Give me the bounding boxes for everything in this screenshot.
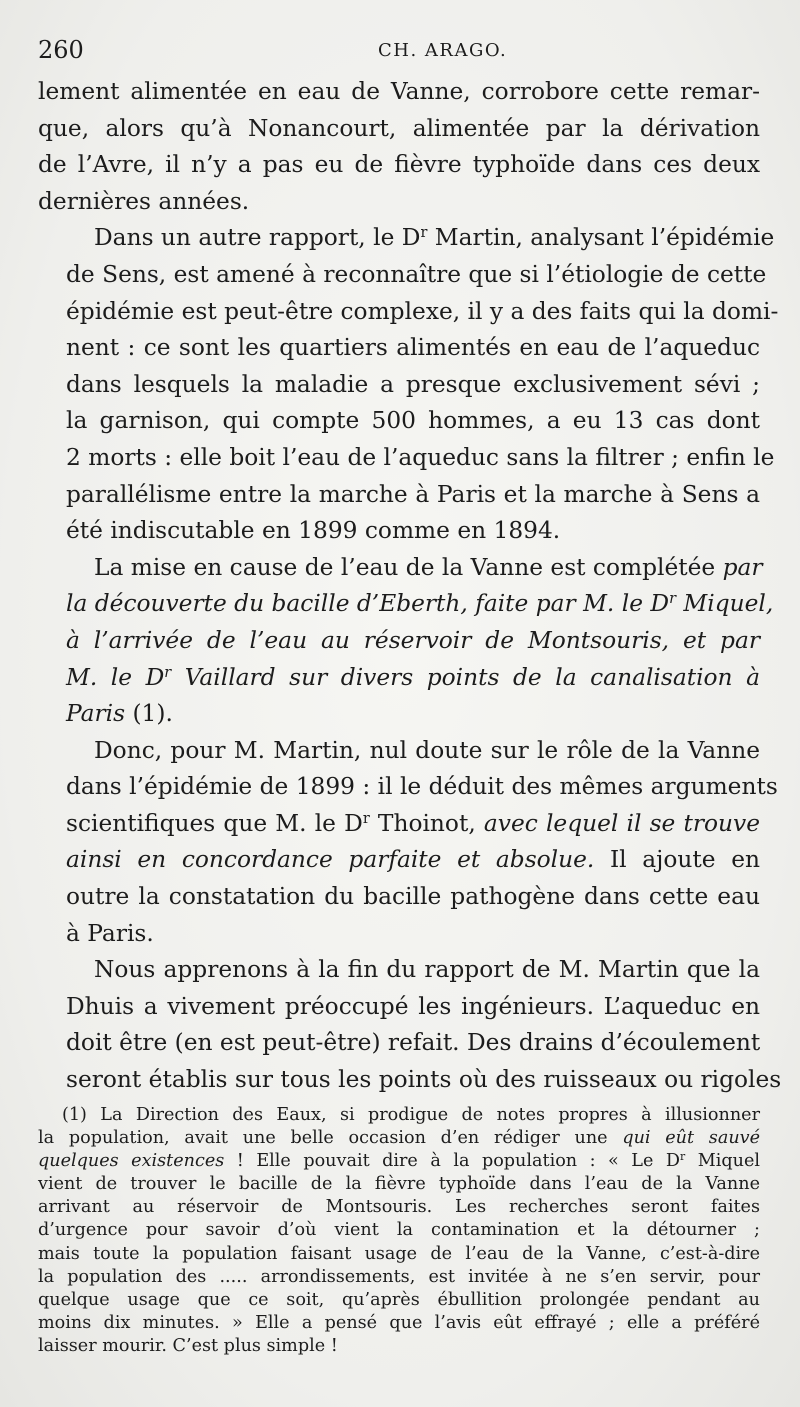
paragraph xyxy=(38,550,774,733)
text-line xyxy=(38,1173,760,1196)
text-line xyxy=(38,1127,760,1150)
text-run: Miquel xyxy=(685,1151,760,1172)
text-run: Il ajoute en xyxy=(594,846,760,874)
text-run: lement alimentée en eau de Vanne, corrobore cette remar- xyxy=(38,78,760,105)
page-header xyxy=(38,36,770,70)
text-run: 2 morts : elle boit l’eau de l’aqueduc sans la filtrer ; enfin le xyxy=(66,443,775,471)
text-line xyxy=(38,916,760,953)
text-line xyxy=(38,696,760,733)
text-line xyxy=(38,1025,760,1062)
text-line xyxy=(38,1312,760,1335)
text-run: été indiscutable en 1899 comme en 1894. xyxy=(66,517,561,545)
text-run: Donc, pour M. Martin, nul doute sur le rôle de la Vanne xyxy=(94,736,760,764)
text-run: nent : ce sont les quartiers alimentés en eau de l’aqueduc xyxy=(66,334,760,362)
text-run: de Sens, est amené à reconnaître que si l’étiologie de cette xyxy=(66,260,767,288)
text-line xyxy=(38,623,760,660)
italic-text: par xyxy=(722,553,763,581)
text-run: La mise en cause de l’eau de la Vanne est complétée xyxy=(94,553,723,581)
superscript: r xyxy=(164,664,172,681)
text-line xyxy=(38,769,778,806)
text-line xyxy=(38,1243,760,1266)
text-run: épidémie est peut-être complexe, il y a des faits qui la domi- xyxy=(66,297,779,325)
text-run: Thoinot, xyxy=(369,809,484,837)
running-head: CH. ARAGO. xyxy=(378,40,508,61)
text-line xyxy=(38,1219,760,1242)
italic-text: Paris xyxy=(66,700,126,728)
superscript: r xyxy=(669,591,676,608)
body-text xyxy=(38,74,782,1099)
text-run: la population des ..... arrondissements, est invitée à ne s’en servir, pour xyxy=(38,1266,760,1287)
text-line xyxy=(38,1266,760,1289)
text-run: à Paris. xyxy=(66,919,154,947)
paragraph xyxy=(38,74,760,220)
text-run: la garnison, qui compte 500 hommes, a eu 13 cas dont xyxy=(66,407,760,435)
paragraph xyxy=(38,952,782,1098)
text-run: ! Elle pouvait dire à la population : « Le D xyxy=(224,1151,680,1172)
text-line xyxy=(38,440,775,477)
text-line xyxy=(38,586,774,623)
italic-text: quelques existences xyxy=(38,1151,225,1172)
text-run: Dhuis a vivement préoccupé les ingénieurs. L’aqueduc en xyxy=(66,992,760,1020)
text-line xyxy=(38,111,760,148)
text-line xyxy=(38,403,760,440)
text-line xyxy=(38,806,760,843)
text-run: dans l’épidémie de 1899 : il le déduit des mêmes arguments xyxy=(66,773,778,801)
text-run: vient de trouver le bacille de la fièvre typhoïde dans l’eau de la Vanne xyxy=(38,1174,760,1195)
text-line xyxy=(38,1196,760,1219)
text-run: arrivant au réservoir de Montsouris. Les recherches seront faites xyxy=(38,1197,760,1218)
text-line xyxy=(38,257,767,294)
text-run: scientifiques que M. le D xyxy=(66,809,363,837)
text-line xyxy=(38,660,760,697)
text-line xyxy=(38,733,760,770)
text-line xyxy=(38,184,760,221)
italic-text: avec lequel il se trouve xyxy=(483,809,760,837)
italic-text: Vaillard sur divers points de la canalisation à xyxy=(171,663,760,691)
text-line xyxy=(38,842,760,879)
italic-text: la découverte du bacille d’Eberth, faite par M. le D xyxy=(66,590,670,618)
paragraph xyxy=(38,220,779,549)
text-line xyxy=(38,294,779,331)
page-number: 260 xyxy=(38,36,84,64)
italic-text: ainsi en concordance parfaite et absolue. xyxy=(66,846,595,874)
text-run: (1). xyxy=(125,700,173,728)
text-run: mais toute la population faisant usage de l’eau de la Vanne, c’est-à-dire xyxy=(38,1243,760,1264)
text-run: dernières années. xyxy=(38,187,250,215)
text-run: laisser mourir. C’est plus simple ! xyxy=(38,1335,338,1356)
italic-text: qui eût sauvé xyxy=(622,1128,761,1149)
text-run: que, alors qu’à Nonancourt, alimentée par la dérivation xyxy=(38,114,760,142)
text-run: seront établis sur tous les points où des ruisseaux ou rigoles xyxy=(66,1066,782,1094)
superscript: r xyxy=(362,810,370,827)
text-line xyxy=(38,220,775,257)
superscript: r xyxy=(420,225,428,242)
text-run: Dans un autre rapport, le D xyxy=(94,224,421,252)
text-line xyxy=(38,1062,782,1099)
text-line xyxy=(38,1335,760,1358)
text-run: outre la constatation du bacille pathogène dans cette eau xyxy=(66,883,760,911)
text-line xyxy=(38,1104,760,1127)
superscript: r xyxy=(680,1150,686,1164)
italic-text: à l’arrivée de l’eau au réservoir de Montsouris, et par xyxy=(66,626,760,654)
text-line xyxy=(38,367,760,404)
text-run: moins dix minutes. » Elle a pensé que l’avis eût effrayé ; elle a préféré xyxy=(38,1312,760,1333)
paragraph xyxy=(38,733,778,953)
text-line xyxy=(38,952,760,989)
text-line xyxy=(38,477,760,514)
text-run: quelque usage que ce soit, qu’après ébullition prolongée pendant au xyxy=(38,1289,760,1310)
italic-text: Miquel, xyxy=(675,590,774,618)
text-line xyxy=(38,1289,760,1312)
text-run: doit être (en est peut-être) refait. Des drains d’écoulement xyxy=(66,1029,761,1057)
text-line xyxy=(38,330,760,367)
text-run: la population, avait une belle occasion d’en rédiger une xyxy=(38,1128,623,1149)
text-run: parallélisme entre la marche à Paris et la marche à Sens a xyxy=(66,480,760,508)
text-run: de l’Avre, il n’y a pas eu de fièvre typhoïde dans ces deux xyxy=(38,151,760,179)
text-line xyxy=(38,879,760,916)
text-line xyxy=(38,1150,760,1173)
text-run: (1) La Direction des Eaux, si prodigue de notes propres à illusionner xyxy=(62,1105,760,1125)
text-line xyxy=(38,989,760,1026)
text-line xyxy=(38,74,760,111)
italic-text: M. le D xyxy=(66,663,165,691)
text-line xyxy=(38,550,763,587)
text-run: d’urgence pour savoir d’où vient la contamination et la détourner ; xyxy=(38,1220,760,1241)
text-line xyxy=(38,513,760,550)
footnote xyxy=(38,1104,760,1358)
text-line xyxy=(38,147,760,184)
text-run: dans lesquels la maladie a presque exclusivement sévi ; xyxy=(66,370,760,398)
text-run: Martin, analysant l’épidémie xyxy=(427,224,775,252)
text-run: Nous apprenons à la fin du rapport de M. Martin que la xyxy=(94,956,760,984)
